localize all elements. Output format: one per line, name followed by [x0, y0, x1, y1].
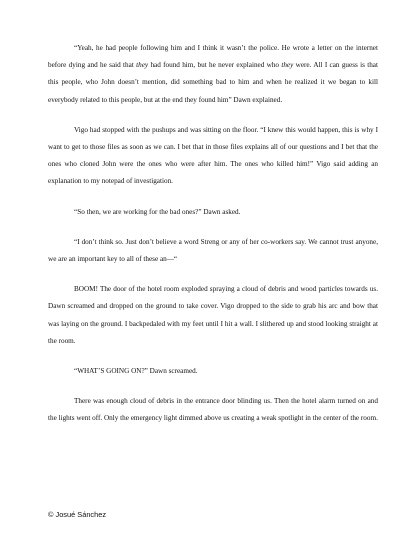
paragraph-1-italic-they-1: they: [136, 61, 149, 70]
paragraph-1-part-3: had found him, but he never explained who: [148, 61, 282, 70]
paragraph-5: BOOM! The door of the hotel room exploded spraying a cloud of debris and wood particles towards us. Dawn screamed and dropped on the ground to take cover. Vigo dropped to the side to grab his arc and bow that was laying on the ground. I backpedaled with my feet until I hit a wall. I slithered up and stood looking straight at the room.: [48, 285, 378, 345]
paragraph-1-part-5: were. All I can guess is that this people, who John doesn’t mention, did something bad to him and when he realized it we began to kill everybody related to this people, but at the end they found him” Dawn explained.: [48, 61, 378, 104]
paragraph-4: “I don’t think so. Just don’t believe a word Streng or any of her co-workers say. We cannot trust anyone, we are an important key to all of these an—“: [48, 237, 378, 264]
paragraph-1: [48, 40, 378, 109]
paragraph-6: “WHAT’S GOING ON?” Dawn screamed.: [74, 367, 198, 376]
paragraph-1-part-1: “Yeah, he had people following him and I think it wasn’t the police. He wrote a letter on the internet before dying and he said that: [48, 44, 378, 70]
paragraph-3: “So then, we are working for the bad ones?” Dawn asked.: [74, 207, 241, 216]
document-body: [48, 40, 378, 441]
paragraph-2: Vigo had stopped with the pushups and was sitting on the floor. “I knew this would happen, this is why I want to get to those files as soon as we can. I bet that in those files explains all of our questions and I bet that the ones who cloned John were the ones who were after him. The ones who killed him!” Vigo said adding an explanation to my notepad of investigation.: [48, 125, 378, 186]
paragraph-1-italic-they-2: they: [281, 61, 294, 70]
copyright-footer: © Josué Sánchez: [48, 510, 107, 519]
paragraph-7: There was enough cloud of debris in the entrance door blinding us. Then the hotel alarm turned on and the lights went off. Only the emergency light dimmed above us creating a weak spotlight in the center of the room.: [48, 397, 378, 423]
